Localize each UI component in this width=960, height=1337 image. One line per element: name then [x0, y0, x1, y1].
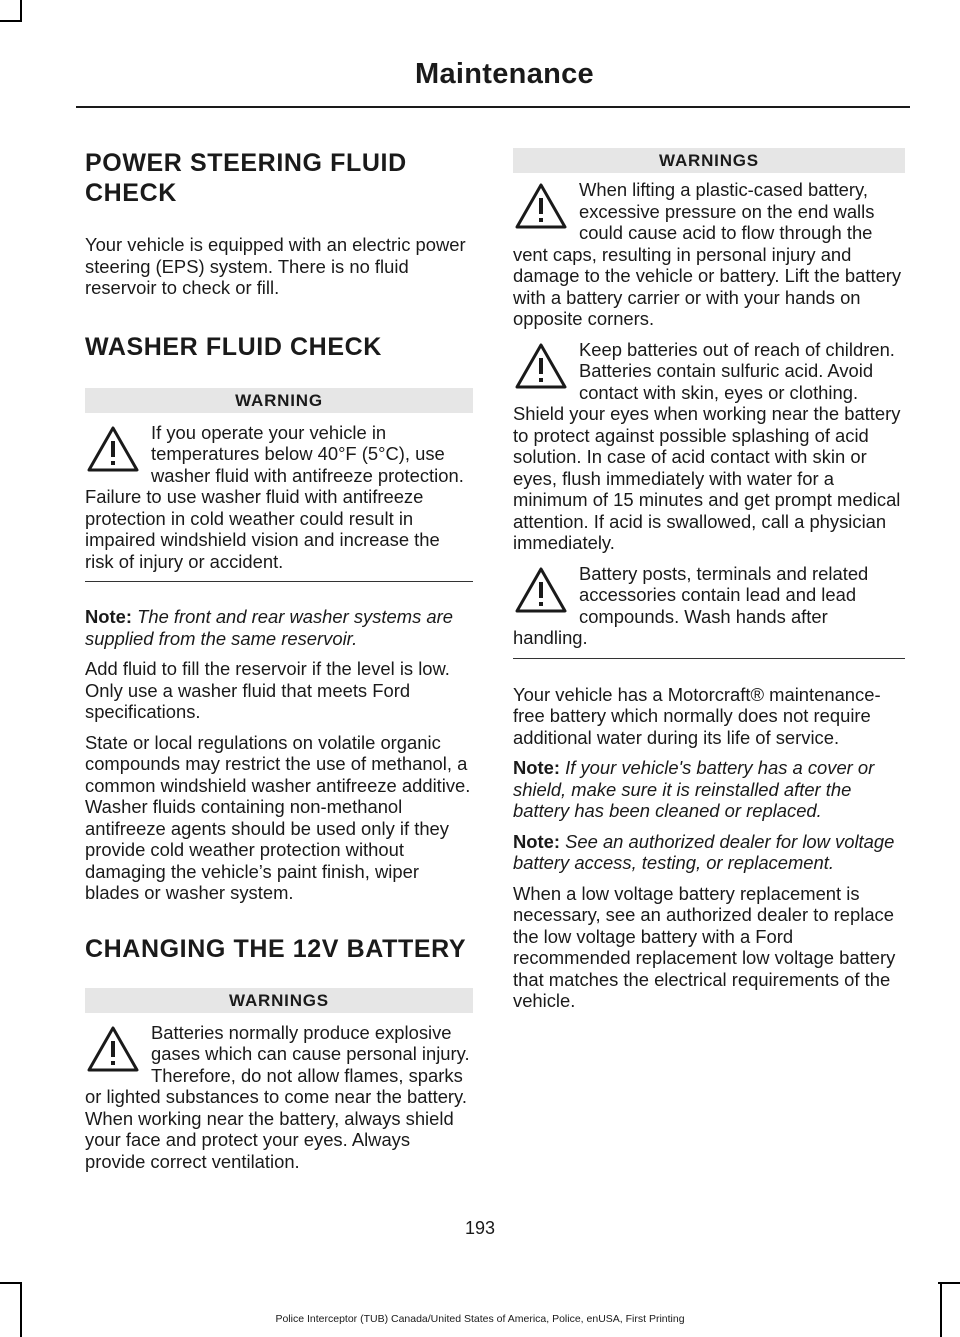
footer-text: Police Interceptor (TUB) Canada/United States of America, Police, enUSA, First Printing — [275, 1313, 685, 1325]
power-steering-body: Your vehicle is equipped with an electric power steering (EPS) system. There is no fluid reservoir to check or fill. — [85, 234, 466, 298]
washer-para-2: State or local regulations on volatile organic compounds may restrict the use of methanol, a common windshield washer antifreeze additive. Washer fluids containing non-methanol antifreeze agents should be used only if they provide cold weather protection without damaging the vehicle’s paint finish, wiper blades or washer system. — [85, 731, 471, 903]
battery-warning-2: When lifting a plastic-cased battery, excessive pressure on the end walls could cause acid to flow through the vent caps, resulting in personal injury and damage to the vehicle or battery. Lift the battery with a battery carrier or with your hands on opposite corners. — [513, 179, 902, 329]
crop-mark — [0, 1282, 22, 1284]
washer-warning: If you operate your vehicle in temperatures below 40°F (5°C), use washer fluid with antifreeze protection. Failure to use washer fluid with antifreeze protection in cold weather could result in impaired windshield vision and increase the risk of injury or accident. — [85, 421, 464, 572]
warning-triangle-icon — [513, 181, 569, 237]
warnings-title: WARNINGS — [513, 148, 905, 173]
washer-para-1: Add fluid to fill the reservoir if the level is low. Only use a washer fluid that meets Ford specifications. — [85, 658, 450, 722]
section-header: Maintenance — [415, 58, 594, 90]
washer-heading: WASHER FLUID CHECK — [85, 332, 382, 361]
crop-mark — [0, 20, 22, 22]
warnings-title: WARNINGS — [85, 988, 473, 1013]
page-number: 193 — [464, 1218, 496, 1238]
washer-note: Note: The front and rear washer systems are supplied from the same reservoir. — [85, 606, 453, 649]
power-steering-heading: POWER STEERING FLUID CHECK — [85, 149, 407, 207]
battery-para-1: Your vehicle has a Motorcraft® maintenance-free battery which normally does not require additional water during its life of service. — [513, 683, 881, 748]
crop-mark — [938, 1282, 960, 1284]
warning-end-rule — [513, 658, 905, 659]
warning-triangle-icon — [85, 1024, 141, 1080]
warning-end-rule — [85, 581, 473, 582]
right-column — [513, 148, 905, 1012]
left-column — [85, 140, 473, 1172]
battery-heading: CHANGING THE 12V BATTERY — [85, 934, 467, 963]
battery-note-1: Note: If your vehicle's battery has a cover or shield, make sure it is reinstalled after the battery has been cleaned or replaced. — [513, 757, 875, 821]
warning-triangle-icon — [513, 565, 569, 621]
warning-triangle-icon — [85, 424, 141, 480]
crop-mark — [20, 0, 22, 22]
battery-para-2: When a low voltage battery replacement is necessary, see an authorized dealer to replace the low voltage battery with a Ford recommended replacement low voltage battery that matches the electrical requirements of the vehicle. — [513, 882, 896, 1011]
header-divider — [76, 106, 910, 108]
battery-warning-1: Batteries normally produce explosive gases which can cause personal injury. Therefore, do not allow flames, sparks or lighted substances to come near the battery. When working near the battery, always shield your face and protect your eyes. Always provide correct ventilation. — [85, 1021, 470, 1172]
crop-mark — [20, 1282, 22, 1337]
battery-warning-4: Battery posts, terminals and related accessories contain lead and lead compounds. Wash hands after handling. — [513, 562, 869, 648]
warning-triangle-icon — [513, 341, 569, 397]
battery-warning-3: Keep batteries out of reach of children. Batteries contain sulfuric acid. Avoid contact with skin, eyes or clothing. Shield your eyes when working near the battery to protect against possible splashing of acid solution. In case of acid contact with skin or eyes, flush immediately with water for a minimum of 15 minutes and get prompt medical attention. If acid is swallowed, call a physician immediately. — [513, 338, 901, 553]
warning-title: WARNING — [85, 388, 473, 413]
crop-mark — [940, 1282, 942, 1337]
battery-note-2: Note: See an authorized dealer for low voltage battery access, testing, or replacement. — [513, 830, 895, 873]
